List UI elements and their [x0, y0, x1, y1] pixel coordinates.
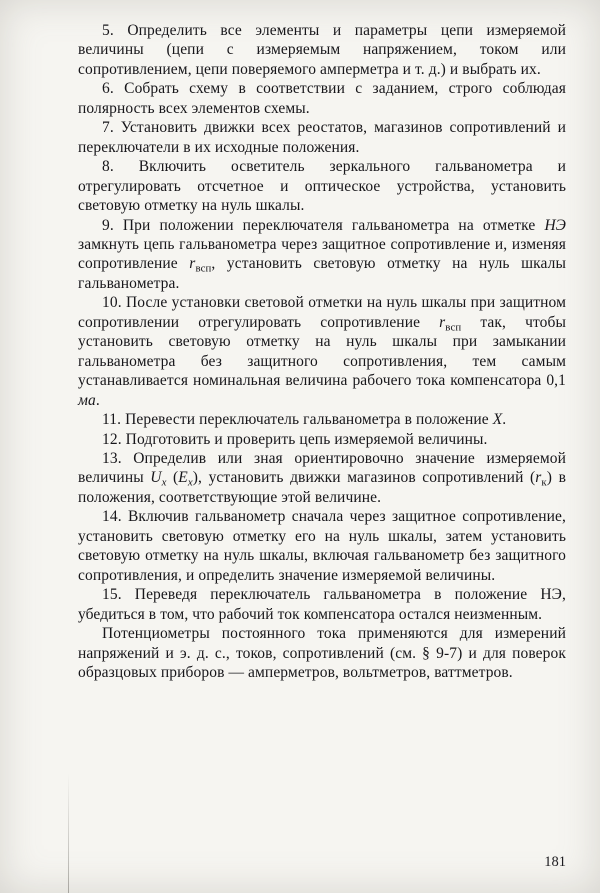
paragraph-text: 14. Включив гальванометр сначала через защитное сопротивление, установить световую отметку его на нуль шкалы, затем установить световую отметку на нуль шкалы, включая гальванометр без защитного сопротивления, и определить значение измеряемой величины.: [78, 508, 566, 584]
paragraph-text: x: [187, 476, 193, 489]
paragraph-text: U: [150, 469, 162, 487]
paragraph-text: 9. При положении переключателя гальванометра на отметке: [102, 216, 545, 234]
paragraph: [78, 79, 566, 118]
paragraph: [78, 449, 566, 507]
paragraph: [78, 585, 566, 624]
paragraph: [78, 118, 566, 157]
paragraph-text: ма: [78, 391, 96, 409]
paragraph-text: (: [166, 469, 179, 487]
paragraph-text: 7. Установить движки всех реостатов, магазинов сопротивлений и переключатели в их исходные положения.: [78, 119, 566, 156]
paragraph-text: .: [502, 411, 507, 429]
paragraph-text: 13. Определив или зная ориентировочно значение измеряемой величины: [78, 449, 566, 487]
paragraph-text: замкнуть цепь гальванометра через защитное сопротивление и, изменяя сопротивление: [78, 235, 566, 273]
text-block: [78, 21, 566, 682]
paragraph: [78, 21, 566, 79]
page-number: 181: [544, 854, 566, 870]
paragraph: [78, 293, 566, 410]
paragraph-text: 10. После установки световой отметки на нуль шкалы при защитном сопротивлении отрегулировать сопротивление: [78, 294, 566, 331]
paragraph-text: 6. Собрать схему в соответствии с заданием, строго соблюдая полярность всех элементов схемы.: [78, 80, 566, 117]
paragraph: [78, 216, 566, 294]
paragraph-text: 11. Перевести переключатель гальванометра в положение: [102, 411, 493, 429]
paragraph-text: Потенциометры постоянного тока применяются для измерений напряжений и э. д. с., токов, сопротивлений (см. § 9-7) и для поверок образцовых приборов — амперметров, вольтметров, ваттметров.: [78, 625, 566, 681]
paragraph: [78, 507, 566, 585]
paragraph-text: E: [178, 469, 188, 487]
paragraph-text: НЭ: [544, 216, 566, 234]
paragraph-text: всп: [195, 262, 212, 275]
paragraph-text: .: [95, 391, 100, 409]
paragraph-text: всп: [445, 321, 462, 334]
paragraph: [78, 624, 566, 682]
paragraph: [78, 157, 566, 215]
paragraph-text: 12. Подготовить и проверить цепь измеряемой величины.: [102, 430, 488, 448]
paragraph-text: так, чтобы установить световую отметку на нуль шкалы при замыкании гальванометра без защитного сопротивления, тем самым устанавливается номинальная величина рабочего тока компенсатора 0,1: [78, 313, 567, 390]
paragraph-text: x: [161, 476, 167, 489]
paragraph-text: r: [189, 255, 196, 273]
paragraph: [78, 430, 566, 449]
paragraph-text: r: [535, 469, 542, 487]
paragraph-text: ), установить движки магазинов сопротивлений (: [192, 469, 536, 487]
paragraph-text: к: [541, 476, 547, 489]
paragraph: [78, 410, 566, 429]
paragraph-text: r: [439, 313, 446, 331]
paragraph-text: 15. Переведя переключатель гальванометра в положение НЭ, убедиться в том, что рабочий ток компенсатора остался неизменным.: [78, 586, 566, 623]
paragraph-text: 5. Определить все элементы и параметры цепи измеряемой величины (цепи с измеряемым напряжением, током или сопротивлением, цепи поверяемого амперметра и т. д.) и выбрать их.: [78, 22, 566, 78]
scan-gutter-artifact: [68, 773, 69, 893]
paragraph-text: ) в положения, соответствующие этой величине.: [78, 469, 566, 506]
paragraph-text: 8. Включить осветитель зеркального гальванометра и отрегулировать отсчетное и оптическое устройства, установить световую отметку на нуль шкалы.: [78, 158, 566, 215]
paragraph-text: Х: [492, 411, 503, 429]
paragraph-text: , установить световую отметку на нуль шкалы гальванометра.: [78, 255, 566, 292]
